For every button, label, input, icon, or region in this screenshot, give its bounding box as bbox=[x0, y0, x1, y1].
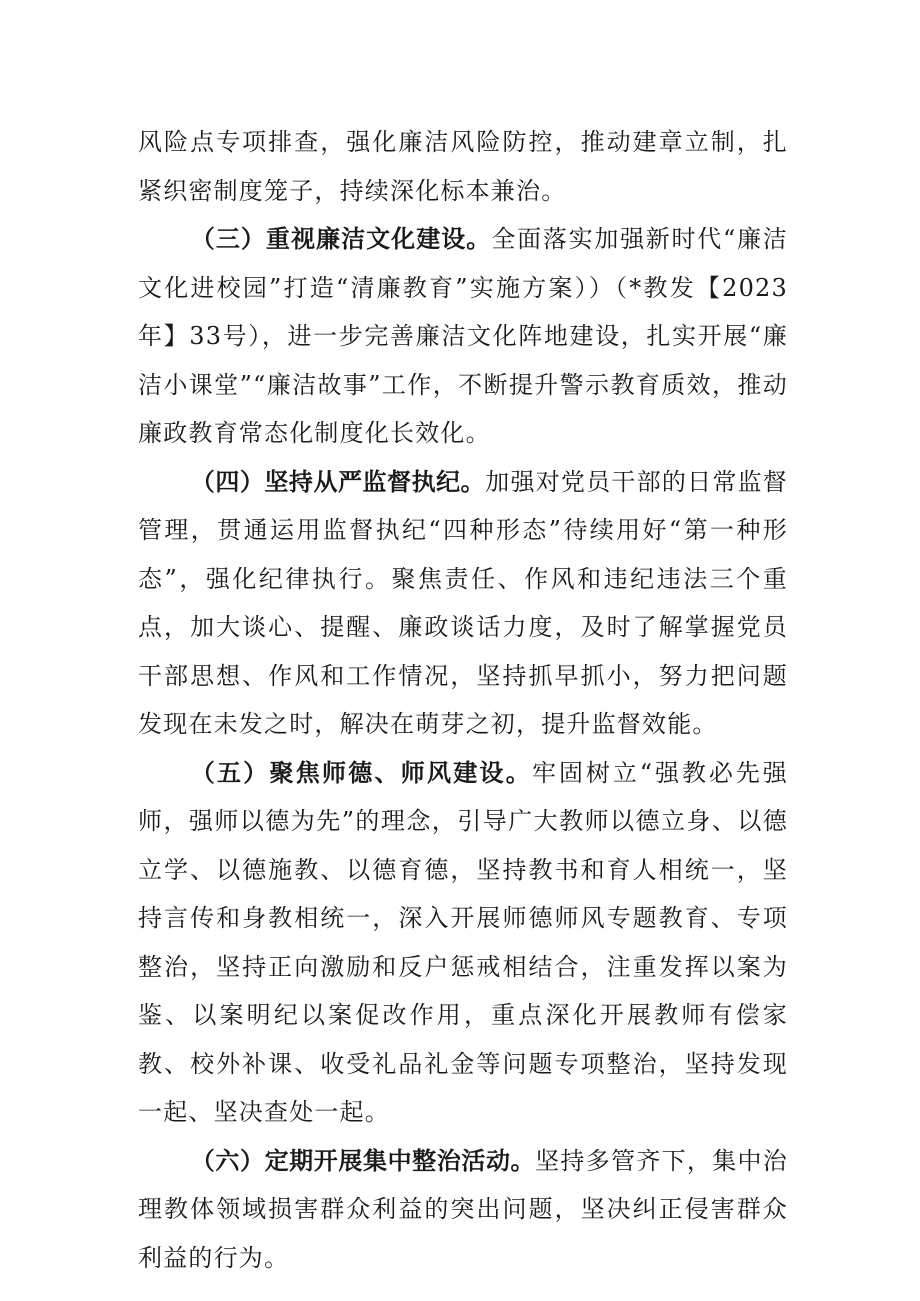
section-4-heading: （四）坚持从严监督执纪。 bbox=[190, 467, 486, 496]
section-4-paragraph bbox=[138, 458, 788, 749]
section-6-heading: （六）定期开展集中整治活动。 bbox=[190, 1146, 536, 1175]
continuation-paragraph: 风险点专项排查，强化廉洁风险防控，推动建章立制，扎紧织密制度笼子，持续深化标本兼治。 bbox=[138, 128, 788, 205]
section-6-body: 坚持多管齐下，集中治理教体领域损害群众利益的突出问题，坚决纠正侵害群众利益的行为。 bbox=[138, 1146, 789, 1272]
section-3-heading: （三）重视廉洁文化建设。 bbox=[190, 225, 492, 253]
section-5-body: 牢固树立“强教必先强师，强师以德为先”的理念，引导广大教师以德立身、以德立学、以德施教、以德育德，坚持教书和育人相统一，坚持言传和身教相统一，深入开展师德师风专题教育、专项整治，坚持正向激励和反户惩戒相结合，注重发挥以案为鉴、以案明纪以案促改作用，重点深化开展教师有偿家教、校外补课、收受礼品礼金等问题专项整治，坚持发现一起、坚决查处一起。 bbox=[138, 758, 788, 1126]
section-5-heading: （五）聚焦师德、师风建设。 bbox=[190, 758, 532, 787]
section-4-body: 加强对党员干部的日常监督管理，贯通运用监督执纪“四种形态”待续用好“第一种形态”，强化纪律执行。聚焦责任、作风和违纪违法三个重点，加大谈心、提醒、廉政谈话力度，及时了解掌握党员干部思想、作风和工作情况，坚持抓早抓小，努力把问题发现在未发之时，解决在萌芽之初，提升监督效能。 bbox=[138, 467, 788, 738]
section-5-paragraph bbox=[138, 749, 788, 1137]
section-3-paragraph bbox=[138, 215, 788, 458]
section-6-paragraph bbox=[138, 1137, 788, 1283]
section-3-body: 全面落实加强新时代“廉洁文化进校园”打造“清廉教育”实施方案））（*教发【2023年】33号），进一步完善廉洁文化阵地建设，扎实开展“廉洁小课堂”“廉洁故事”工作，不断提升警示教育质效，推动廉政教育常态化制度化长效化。 bbox=[138, 225, 789, 447]
document-page bbox=[138, 118, 788, 1282]
